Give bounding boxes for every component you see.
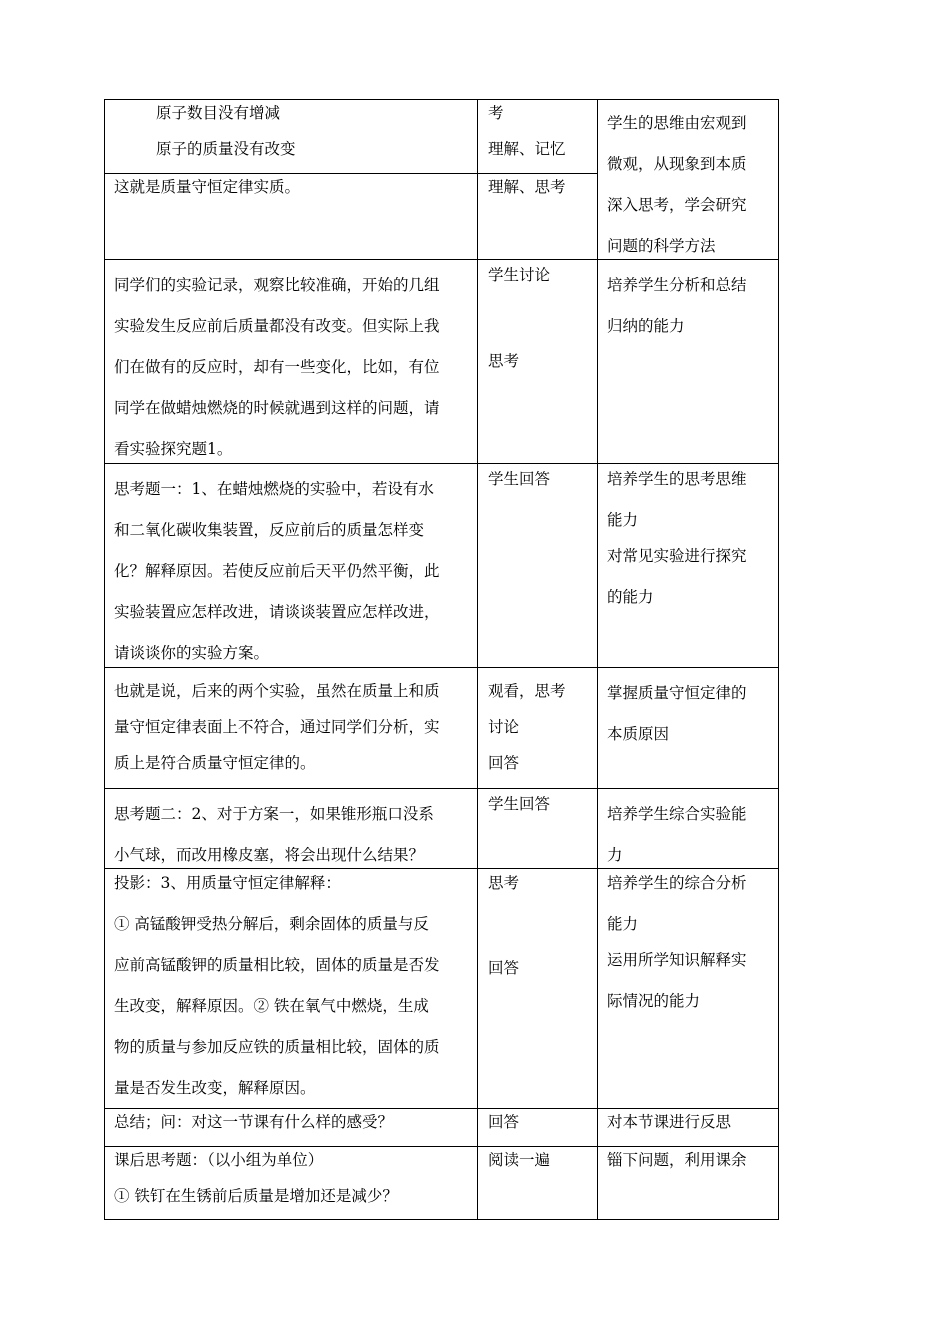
row7-purpose-line: 培养学生的综合分析 (607, 874, 747, 892)
row7-content: ① 高锰酸钾受热分解后，剩余固体的质量与反 应前高锰酸钾的质量相比较，固体的质量是否发 生改变，解释原因。② 铁在氧气中燃烧，生成 物的质量与参加反应铁的质量相比较，固体的质 量是否发生改变，解释原因。 (114, 915, 440, 1097)
column-divider-1 (477, 99, 478, 1220)
row6-purpose: 培养学生综合实验能 力 (607, 805, 747, 864)
row6-activity: 学生回答 (488, 795, 551, 813)
row4-purpose-line: 对常见实验进行探究 (607, 547, 747, 565)
row-divider-1 (104, 173, 597, 174)
row9-activity: 阅读一遍 (488, 1151, 551, 1169)
row3-activity-line: 学生讨论 (488, 266, 551, 284)
row7-purpose-line: 能力 (607, 915, 639, 933)
row5-activity: 观看，思考 讨论 回答 (488, 682, 566, 772)
row1-content-line: 原子数目没有增减 (156, 104, 281, 122)
row9-content-line: ① 铁钉在生锈前后质量是增加还是减少？ (114, 1187, 398, 1205)
row7-content-line: 投影：3、用质量守恒定律解释： (114, 874, 341, 892)
row5-purpose: 掌握质量守恒定律的 本质原因 (607, 684, 747, 743)
column-divider-2 (597, 99, 598, 1220)
row1-purpose: 学生的思维由宏观到 微观，从现象到本质 深入思考，学会研究 问题的科学方法 (607, 114, 747, 255)
row8-content: 总结；问：对这一节课有什么样的感受？ (114, 1113, 394, 1131)
row6-content: 思考题二：2、对于方案一，如果锥形瓶口没系 小气球，而改用橡皮塞，将会出现什么结果？ (114, 805, 434, 864)
row9-content-line: 课后思考题：（以小组为单位） (114, 1151, 324, 1169)
row7-activity-line: 思考 (488, 874, 520, 892)
row-divider-8 (104, 1146, 779, 1147)
row5-content: 也就是说，后来的两个实验，虽然在质量上和质 量守恒定律表面上不符合，通过同学们分析，实 质上是符合质量守恒定律的。 (114, 682, 440, 772)
row8-purpose: 对本节课进行反思 (607, 1113, 732, 1131)
row7-activity-line: 回答 (488, 959, 520, 977)
row2-content: 这就是质量守恒定律实质。 (114, 178, 301, 196)
row1-content-line: 原子的质量没有改变 (156, 140, 296, 158)
row1-activity-line: 理解、记忆 (488, 140, 566, 158)
row4-purpose-line: 培养学生的思考思维 (607, 470, 747, 488)
row7-purpose-line: 际情况的能力 (607, 992, 701, 1010)
row4-purpose-line: 能力 (607, 511, 639, 529)
row4-activity: 学生回答 (488, 470, 551, 488)
row3-content: 同学们的实验记录，观察比较准确，开始的几组 实验发生反应前后质量都没有改变。但实际上我 们在做有的反应时，却有一些变化，比如，有位 同学在做蜡烛燃烧的时候就遇到这样的问题，请 看实验探究题1。 (114, 276, 440, 458)
row4-content: 思考题一：1、在蜡烛燃烧的实验中，若设有水 和二氧化碳收集装置，反应前后的质量怎样变 化？解释原因。若使反应前后天平仍然平衡，此 实验装置应怎样改进，请谈谈装置应怎样改进， 请谈谈你的实验方案。 (114, 480, 440, 662)
row9-purpose: 锱下问题，利用课余 (607, 1151, 747, 1169)
row3-activity-line: 思考 (488, 352, 520, 370)
row4-purpose-line: 的能力 (607, 588, 654, 606)
row2-activity: 理解、思考 (488, 178, 566, 196)
row3-purpose: 培养学生分析和总结 归纳的能力 (607, 276, 747, 335)
row7-purpose-line: 运用所学知识解释实 (607, 951, 747, 969)
row1-activity-line: 考 (488, 104, 504, 122)
row8-activity: 回答 (488, 1113, 520, 1131)
row-divider-5 (104, 788, 779, 789)
